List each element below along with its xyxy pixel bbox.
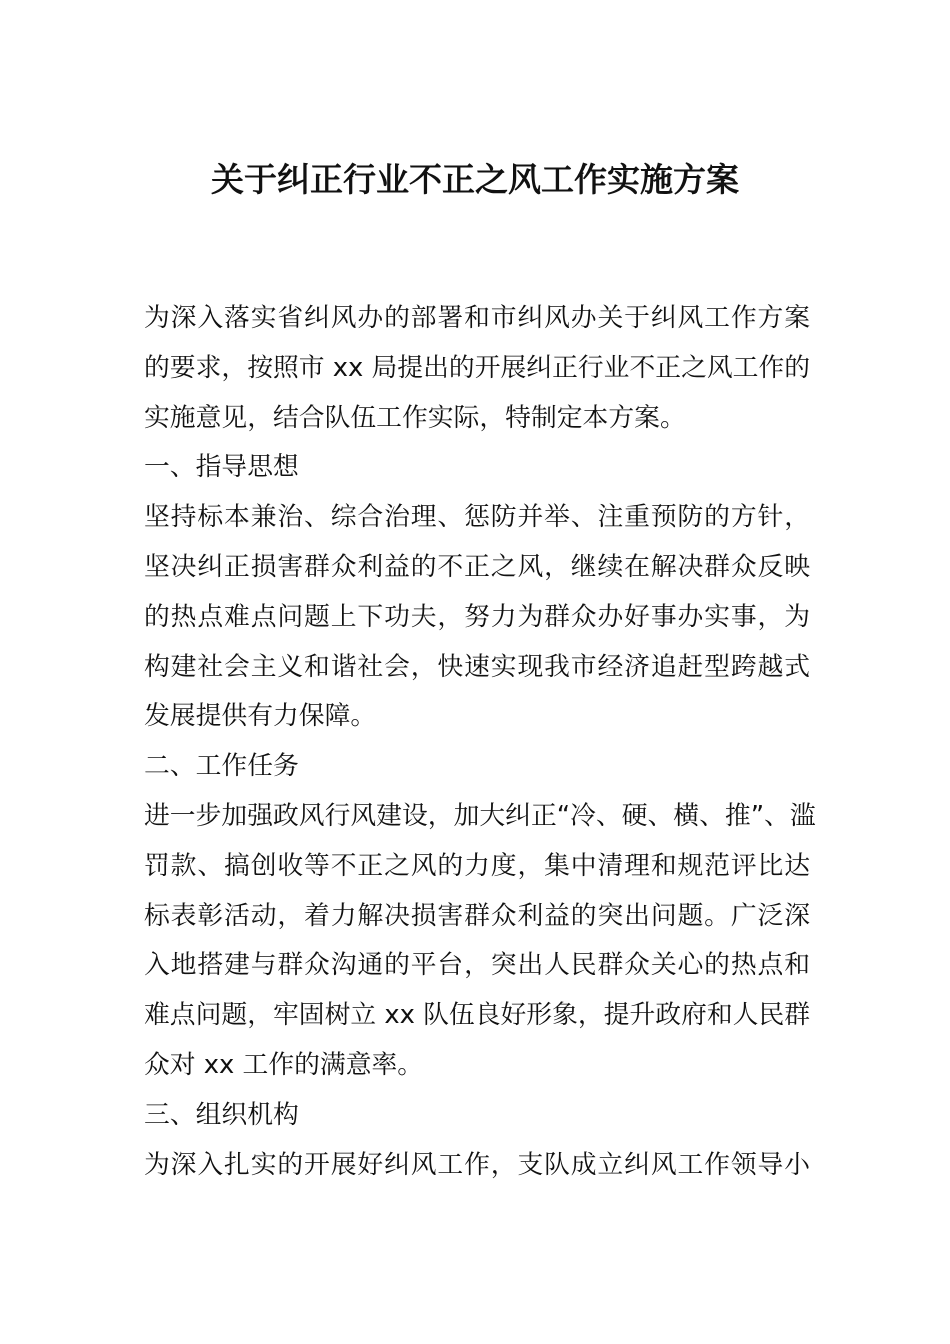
section-heading-3: [144, 1091, 810, 1141]
text-line: 坚决纠正损害群众利益的不正之风，继续在解决群众反映: [144, 551, 810, 582]
intro-paragraph: [144, 294, 810, 443]
section-heading-1: [144, 443, 810, 493]
text-line: 发展提供有力保障。: [144, 701, 377, 732]
section-heading-text: 一、指导思想: [144, 452, 299, 483]
text-line: 构建社会主义和谐社会，快速实现我市经济追赶型跨越式: [144, 651, 810, 682]
section-heading-text: 三、组织机构: [144, 1099, 299, 1130]
section-heading-text: 二、工作任务: [144, 751, 299, 782]
document-body: [144, 294, 816, 1190]
text-line: 为深入落实省纠风办的部署和市纠风办关于纠风工作方案: [144, 303, 810, 333]
text-line: 的热点难点问题上下功夫，努力为群众办好事办实事，为: [144, 601, 810, 632]
document-title: 关于纠正行业不正之风工作实施方案: [211, 160, 739, 199]
text-line: 实施意见，结合队伍工作实际，特制定本方案。: [144, 402, 686, 433]
section1-paragraph: [144, 493, 810, 742]
text-line: 罚款、搞创收等不正之风的力度，集中清理和规范评比达: [144, 850, 810, 881]
text-line: 的要求，按照市 xx 局提出的开展纠正行业不正之风工作的: [144, 352, 811, 383]
section2-paragraph: [144, 792, 816, 1091]
text-line: 为深入扎实的开展好纠风工作，支队成立纠风工作领导小: [144, 1149, 810, 1180]
text-line: 入地搭建与群众沟通的平台，突出人民群众关心的热点和: [144, 950, 810, 981]
text-line: 标表彰活动，着力解决损害群众利益的突出问题。广泛深: [144, 900, 810, 931]
section3-paragraph: [144, 1141, 810, 1191]
section-heading-2: [144, 742, 810, 792]
text-line: 坚持标本兼治、综合治理、惩防并举、注重预防的方针，: [144, 502, 810, 533]
text-line: 进一步加强政风行风建设，加大纠正“冷、硬、横、推”、滥: [144, 800, 816, 831]
text-line: 众对 xx 工作的满意率。: [144, 1049, 424, 1080]
text-line: 难点问题，牢固树立 xx 队伍良好形象，提升政府和人民群: [144, 1000, 811, 1031]
